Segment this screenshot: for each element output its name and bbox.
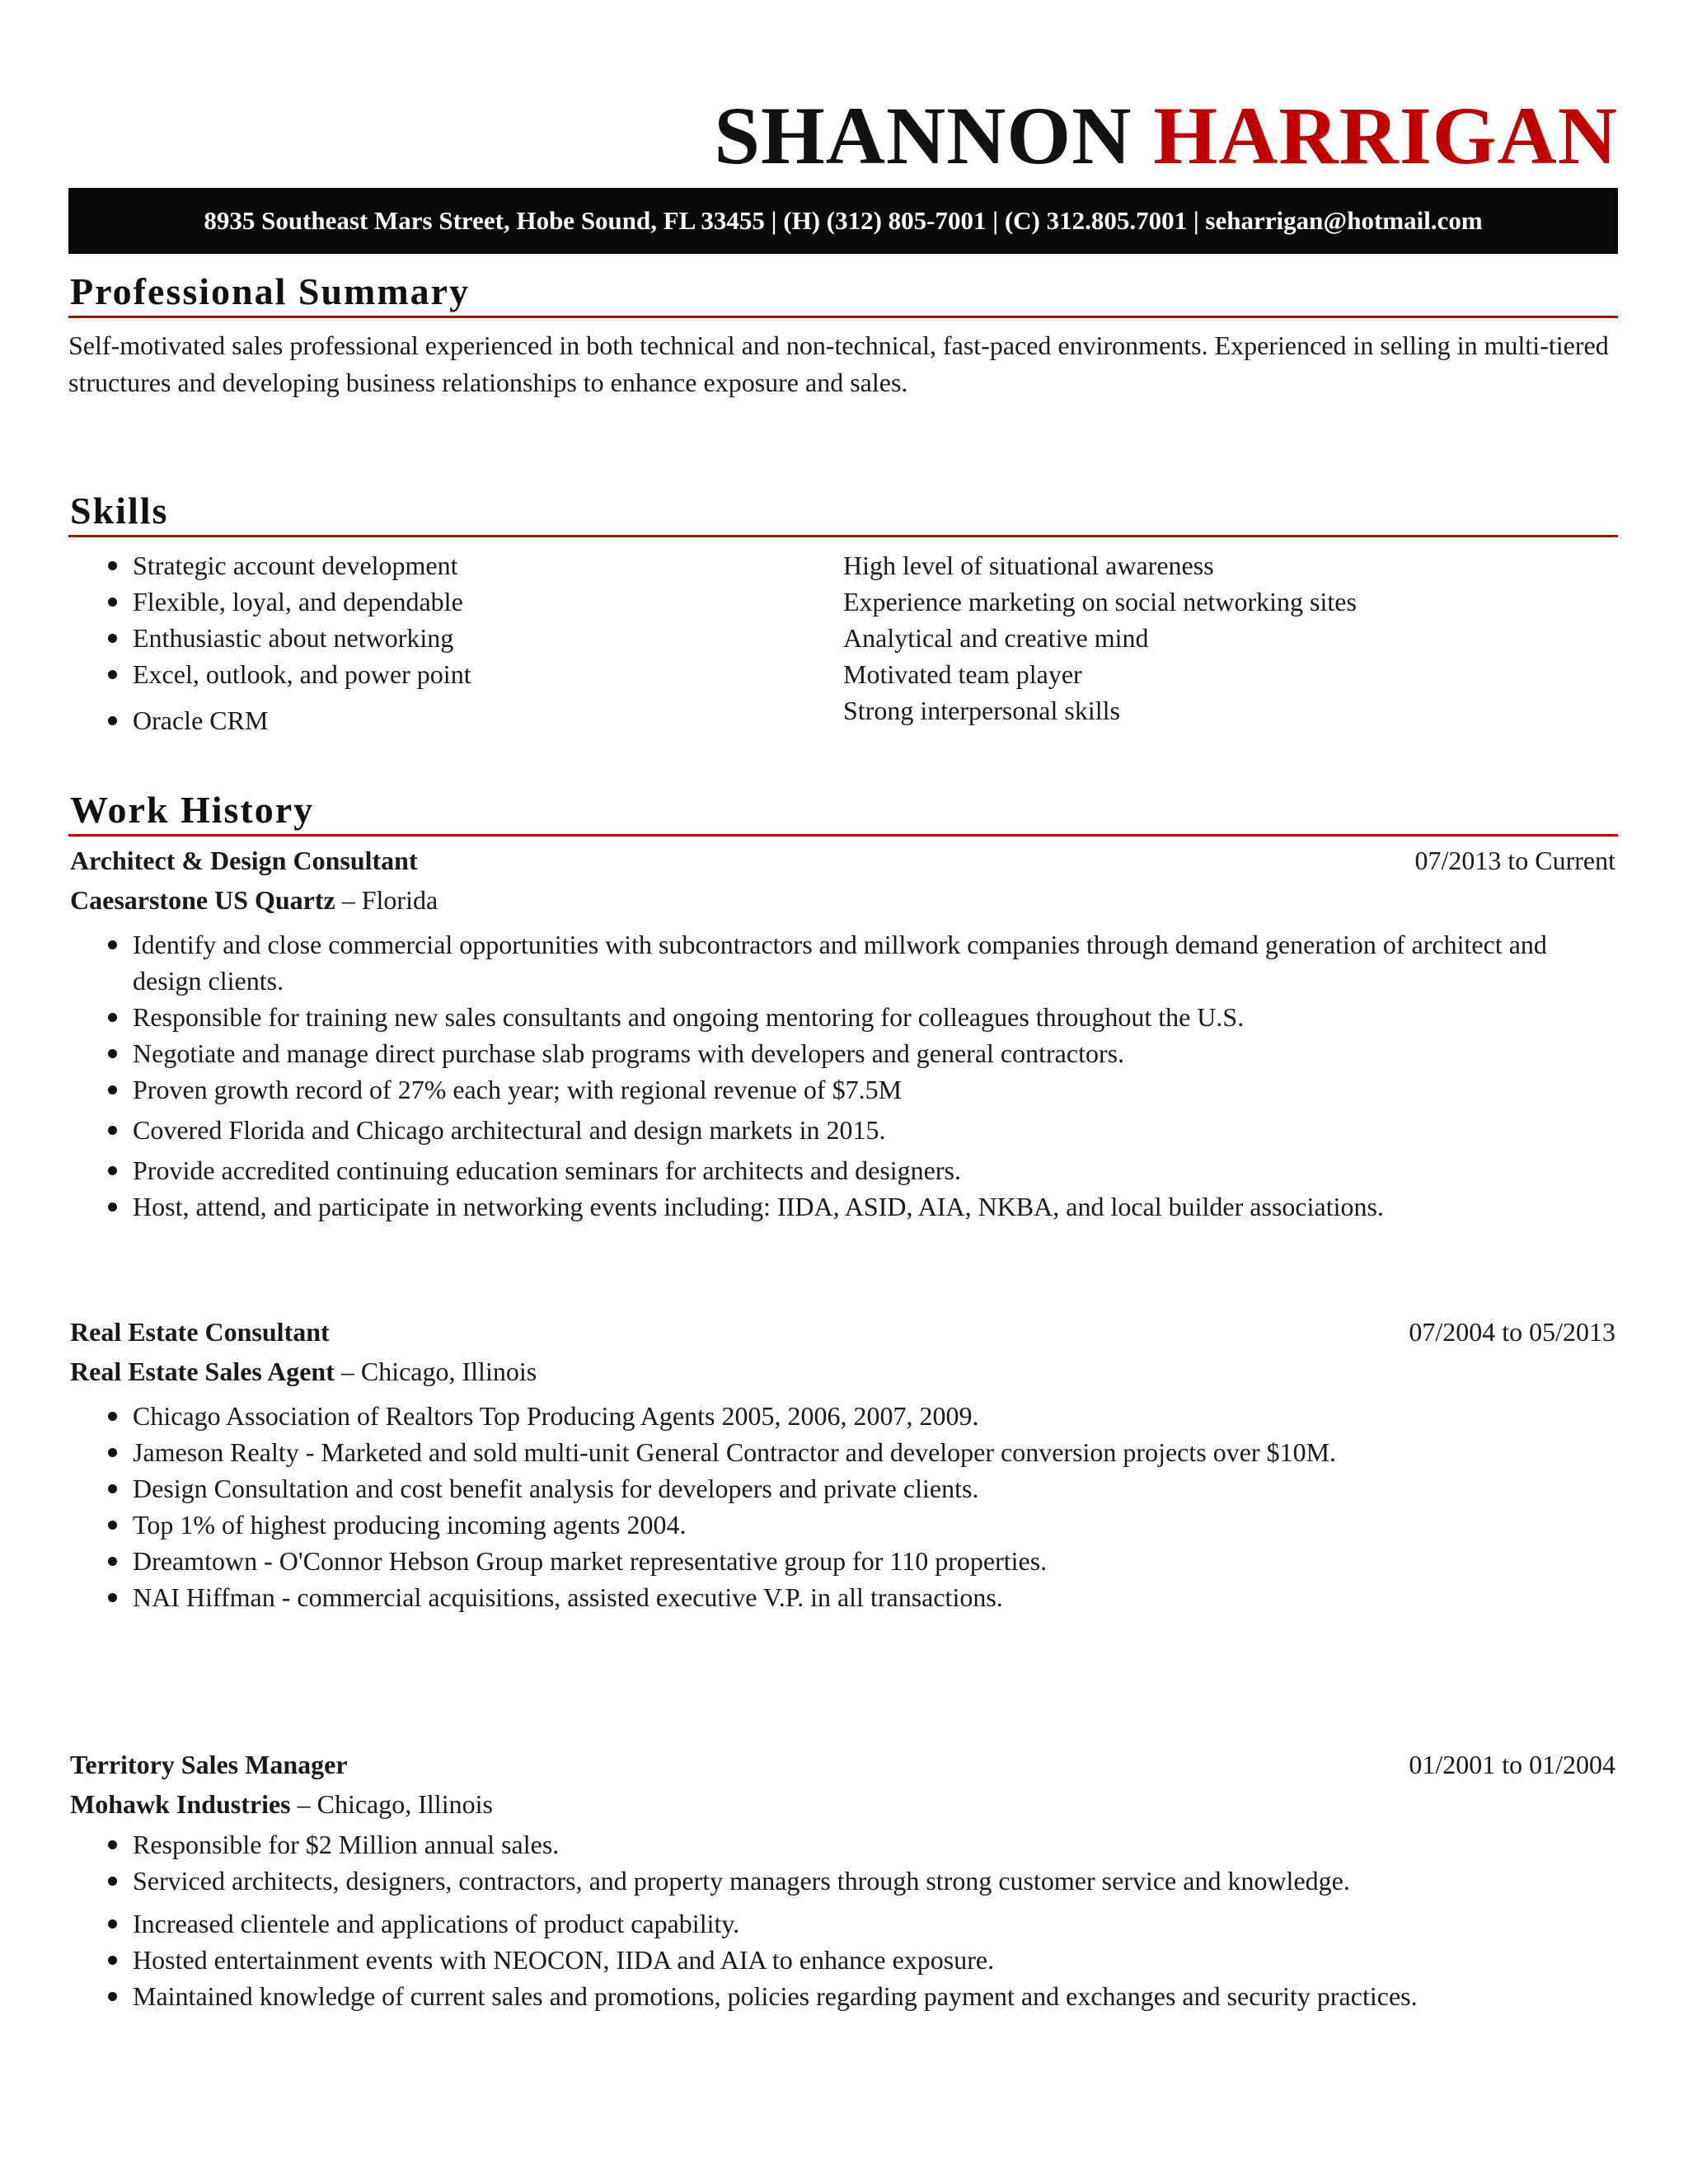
skills-heading: Skills xyxy=(70,490,169,532)
job-employer xyxy=(70,887,438,913)
skill-item: High level of situational awareness xyxy=(843,551,1214,580)
skill-item: Enthusiastic about networking xyxy=(133,620,471,656)
list-item: Increased clientele and applications of product capability. xyxy=(133,1905,1608,1942)
candidate-name xyxy=(714,90,1618,181)
skill-item: Excel, outlook, and power point xyxy=(133,656,471,692)
list-item: Responsible for $2 Million annual sales. xyxy=(133,1826,1608,1863)
list-item: Chicago Association of Realtors Top Producing Agents 2005, 2006, 2007, 2009. xyxy=(133,1398,1608,1434)
job-bullets xyxy=(133,1398,1608,1615)
list-item: Covered Florida and Chicago architectural and design markets in 2015. xyxy=(133,1112,1608,1148)
job-employer xyxy=(70,1358,537,1385)
skill-item: Strategic account development xyxy=(133,547,471,583)
job-title: Territory Sales Manager xyxy=(70,1750,348,1779)
company-name: Mohawk Industries xyxy=(70,1789,291,1819)
list-item: Identify and close commercial opportunities with subcontractors and millwork companies through demand generation of architect and design clients. xyxy=(133,926,1608,999)
first-name: SHANNON xyxy=(714,90,1132,181)
job-title: Architect & Design Consultant xyxy=(70,846,418,875)
work-history-heading: Work History xyxy=(70,789,315,831)
list-item: Jameson Realty - Marketed and sold multi-unit General Contractor and developer conversion projects over $10M. xyxy=(133,1434,1608,1470)
company-name: Caesarstone US Quartz xyxy=(70,885,335,915)
list-item: Dreamtown - O'Connor Hebson Group market representative group for 110 properties. xyxy=(133,1543,1608,1579)
job-location: – Florida xyxy=(335,885,438,915)
skill-item: Analytical and creative mind xyxy=(843,623,1149,653)
summary-text: Self-motivated sales professional experienced in both technical and non-technical, fast-paced environments. Experienced in selling in multi-tiered structures and developing business relationships to enhance exposure and sales. xyxy=(68,330,1609,397)
job-title: Real Estate Consultant xyxy=(70,1317,330,1347)
list-item: Provide accredited continuing education seminars for architects and designers. xyxy=(133,1152,1608,1188)
list-item: Host, attend, and participate in networking events including: IIDA, ASID, AIA, NKBA, and local builder associations. xyxy=(133,1188,1608,1225)
list-item: NAI Hiffman - commercial acquisitions, assisted executive V.P. in all transactions. xyxy=(133,1579,1608,1615)
contact-bar: 8935 Southeast Mars Street, Hobe Sound, FL 33455 | (H) (312) 805-7001 | (C) 312.805.7001 | seharrigan@hotmail.com xyxy=(68,188,1618,254)
job-location: – Chicago, Illinois xyxy=(334,1357,537,1386)
skill-item: Flexible, loyal, and dependable xyxy=(133,583,471,620)
list-item: Top 1% of highest producing incoming agents 2004. xyxy=(133,1507,1608,1543)
skills-list-right xyxy=(843,547,1357,729)
list-item: Serviced architects, designers, contractors, and property managers through strong customer service and knowledge. xyxy=(133,1863,1608,1899)
job-bullets xyxy=(133,1826,1608,2014)
skills-list-left xyxy=(133,547,471,738)
list-item: Design Consultation and cost benefit analysis for developers and private clients. xyxy=(133,1470,1608,1507)
list-item: Hosted entertainment events with NEOCON, IIDA and AIA to enhance exposure. xyxy=(133,1942,1608,1978)
list-item: Responsible for training new sales consultants and ongoing mentoring for colleagues throughout the U.S. xyxy=(133,999,1608,1035)
job-location: – Chicago, Illinois xyxy=(290,1789,493,1819)
company-name: Real Estate Sales Agent xyxy=(70,1357,335,1386)
job-dates: 01/2001 to 01/2004 xyxy=(1409,1750,1615,1779)
list-item: Maintained knowledge of current sales and promotions, policies regarding payment and exchanges and security practices. xyxy=(133,1978,1608,2014)
list-item: Negotiate and manage direct purchase slab programs with developers and general contractors. xyxy=(133,1035,1608,1071)
skill-item: Oracle CRM xyxy=(133,702,471,738)
summary-heading: Professional Summary xyxy=(70,270,471,312)
job-employer xyxy=(70,1791,493,1817)
last-name: HARRIGAN xyxy=(1153,90,1618,181)
job-bullets xyxy=(133,926,1608,1225)
summary-divider xyxy=(68,316,1618,318)
job-dates: 07/2013 to Current xyxy=(1414,846,1615,875)
job-dates: 07/2004 to 05/2013 xyxy=(1409,1317,1615,1347)
work-history-divider xyxy=(68,834,1618,837)
skill-item: Experience marketing on social networking sites xyxy=(843,587,1357,616)
skill-item: Strong interpersonal skills xyxy=(843,696,1120,725)
list-item: Proven growth record of 27% each year; with regional revenue of $7.5M xyxy=(133,1071,1608,1108)
skills-divider xyxy=(68,535,1618,537)
skill-item: Motivated team player xyxy=(843,659,1082,689)
